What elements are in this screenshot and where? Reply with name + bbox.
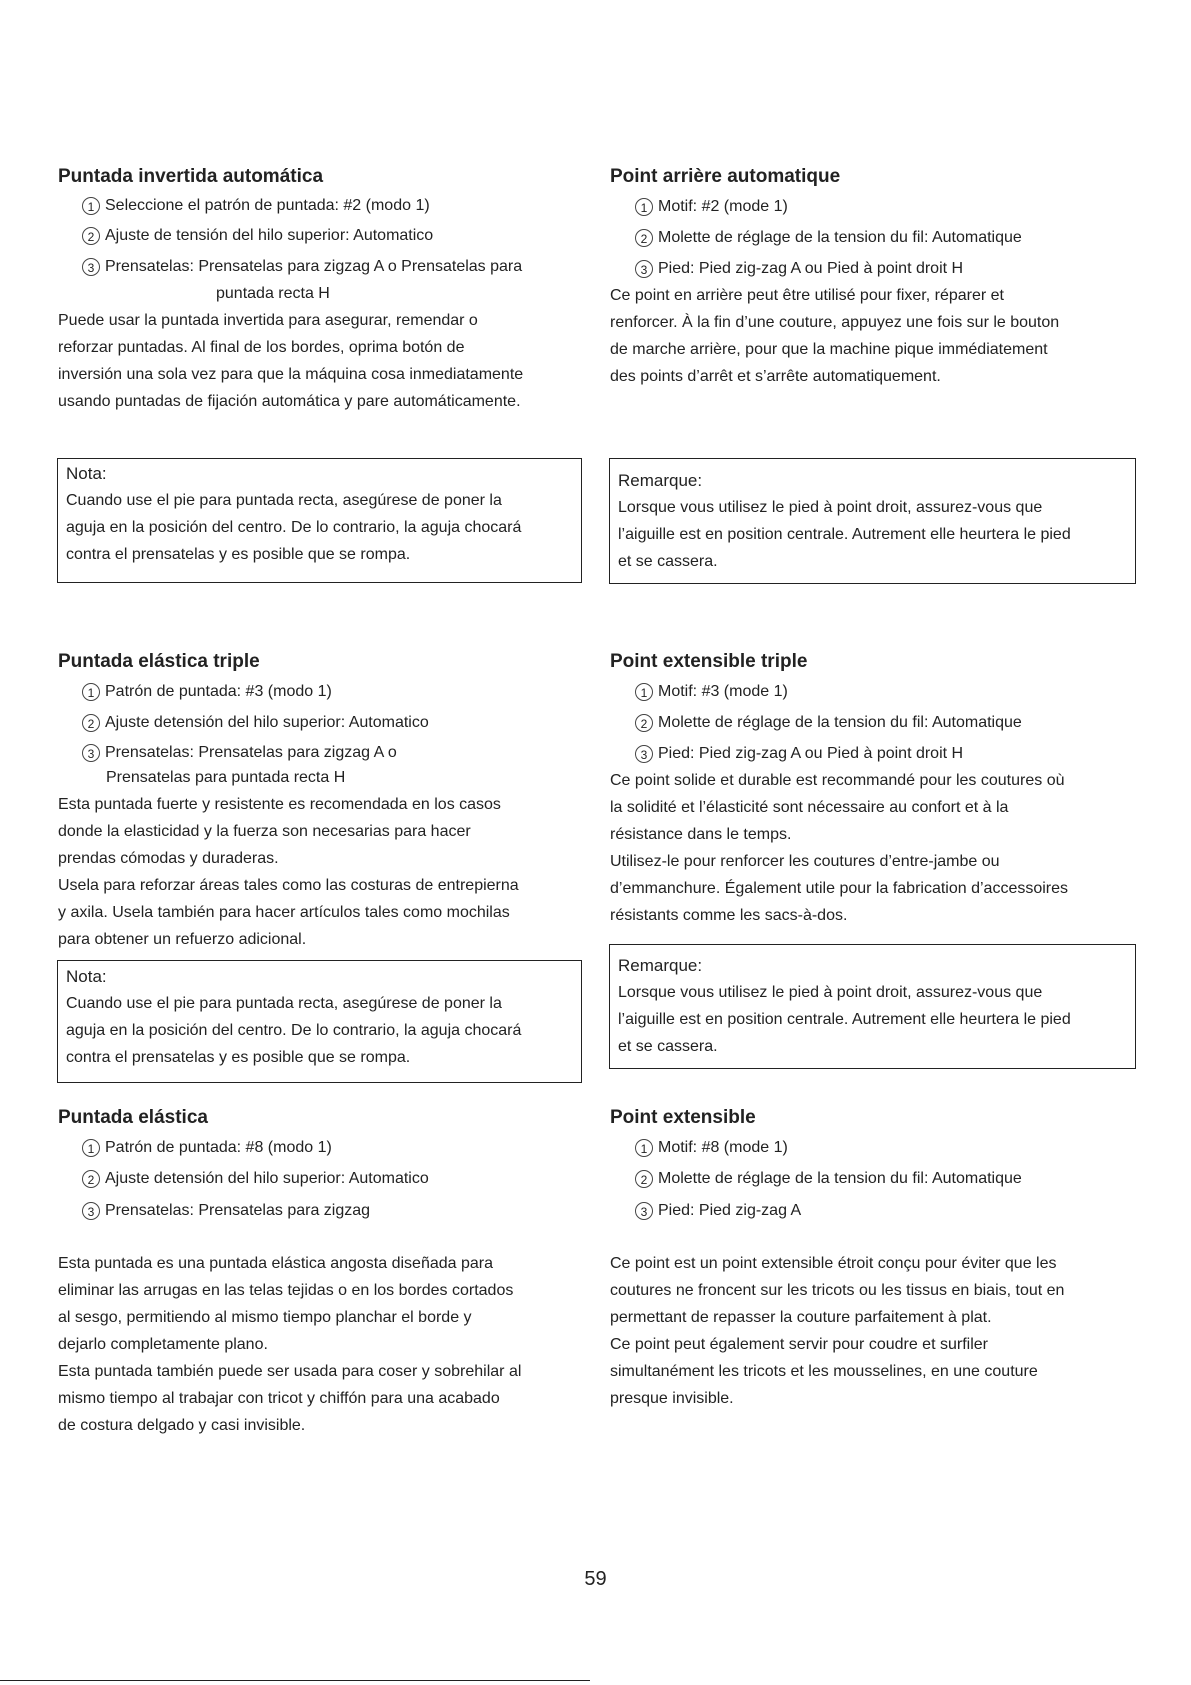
body-line: inversión una sola vez para que la máquina cosa inmediatamente (58, 366, 524, 383)
list-item: 3 Pied: Pied zig-zag A ou Pied à point droit H (635, 260, 963, 278)
body-line: dejarlo completamente plano. (58, 1336, 268, 1353)
body-line: d’emmanchure. Également utile pour la fabrication d’accessoires (610, 880, 1069, 897)
list-item: 3 Pied: Pied zig-zag A ou Pied à point droit H (635, 745, 963, 763)
body-line: eliminar las arrugas en las telas tejidas o en los bordes cortados (58, 1282, 514, 1299)
body-line: reforzar puntadas. Al final de los bordes, oprima botón de (58, 339, 465, 356)
body-line: permettant de repasser la couture parfaitement à plat. (610, 1309, 992, 1326)
body-line: la solidité et l’élasticité sont nécessaire au confort et à la (610, 799, 1009, 816)
list-item: 2 Molette de réglage de la tension du fil: Automatique (635, 714, 1022, 732)
section-title-es-1: Puntada invertida automática (58, 166, 324, 187)
circled-number: 1 (82, 683, 100, 701)
circled-number: 2 (635, 714, 653, 732)
list-item: 2 Ajuste detensión del hilo superior: Automatico (82, 714, 429, 732)
section-title-fr-2: Point extensible triple (610, 651, 808, 672)
list-item: 2 Molette de réglage de la tension du fil: Automatique (635, 1170, 1022, 1188)
body-line: résistants comme les sacs-à-dos. (610, 907, 848, 924)
list-item-continuation: puntada recta H (216, 285, 330, 302)
list-item: 3 Prensatelas: Prensatelas para zigzag A o (82, 744, 397, 762)
body-line: prendas cómodas y duraderas. (58, 850, 279, 867)
circled-number: 3 (635, 1202, 653, 1220)
circled-number: 3 (82, 1202, 100, 1220)
note-title: Remarque: (618, 471, 703, 490)
circled-number: 2 (82, 714, 100, 732)
note-line: l’aiguille est en position centrale. Autrement elle heurtera le pied (618, 1011, 1071, 1028)
body-line: donde la elasticidad y la fuerza son necesarias para hacer (58, 823, 471, 840)
body-line: Usela para reforzar áreas tales como las costuras de entrepierna (58, 877, 519, 894)
list-item: 3 Prensatelas: Prensatelas para zigzag A o Prensatelas para (82, 258, 522, 276)
section-title-es-2: Puntada elástica triple (58, 651, 260, 672)
circled-number: 3 (82, 744, 100, 762)
circled-number: 1 (635, 198, 653, 216)
note-title: Nota: (66, 967, 107, 986)
list-item: 1 Seleccione el patrón de puntada: #2 (modo 1) (82, 197, 430, 215)
circled-number: 2 (635, 1170, 653, 1188)
body-line: Puede usar la puntada invertida para asegurar, remendar o (58, 312, 478, 329)
body-line: renforcer. À la fin d’une couture, appuyez une fois sur le bouton (610, 314, 1060, 331)
note-line: Cuando use el pie para puntada recta, asegúrese de poner la (66, 995, 502, 1012)
circled-number: 2 (82, 227, 100, 245)
list-item: 2 Ajuste detensión del hilo superior: Automatico (82, 1170, 429, 1188)
list-item-continuation: Prensatelas para puntada recta H (106, 769, 346, 786)
circled-number: 2 (82, 1170, 100, 1188)
note-box (609, 944, 1136, 1069)
note-line: contra el prensatelas y es posible que se rompa. (66, 1049, 411, 1066)
note-box (57, 458, 582, 583)
body-line: mismo tiempo al trabajar con tricot y chiffón para una acabado (58, 1390, 500, 1407)
note-line: aguja en la posición del centro. De lo contrario, la aguja chocará (66, 1022, 522, 1039)
body-line: coutures ne froncent sur les tricots ou les tissus en biais, tout en (610, 1282, 1065, 1299)
body-line: Ce point est un point extensible étroit conçu pour éviter que les (610, 1255, 1057, 1272)
circled-number: 1 (82, 1139, 100, 1157)
body-line: al sesgo, permitiendo al mismo tiempo planchar el borde y (58, 1309, 472, 1326)
body-line: Ce point peut également servir pour coudre et surfiler (610, 1336, 988, 1353)
circled-number: 1 (635, 683, 653, 701)
section-title-fr-1: Point arrière automatique (610, 166, 841, 187)
list-item: 1 Motif: #3 (mode 1) (635, 683, 788, 701)
list-item: 1 Motif: #2 (mode 1) (635, 198, 788, 216)
body-line: presque invisible. (610, 1390, 734, 1407)
body-line: Esta puntada fuerte y resistente es recomendada en los casos (58, 796, 501, 813)
note-line: contra el prensatelas y es posible que se rompa. (66, 546, 411, 563)
note-line: Lorsque vous utilisez le pied à point droit, assurez-vous que (618, 499, 1043, 516)
note-line: et se cassera. (618, 1038, 718, 1055)
body-line: y axila. Usela también para hacer artículos tales como mochilas (58, 904, 510, 921)
bottom-rule (0, 1680, 590, 1681)
note-line: Cuando use el pie para puntada recta, asegúrese de poner la (66, 492, 502, 509)
body-line: para obtener un refuerzo adicional. (58, 931, 307, 948)
body-line: simultanément les tricots et les mousselines, en une couture (610, 1363, 1038, 1380)
list-item: 3 Prensatelas: Prensatelas para zigzag (82, 1202, 370, 1220)
list-item: 2 Molette de réglage de la tension du fil: Automatique (635, 229, 1022, 247)
circled-number: 3 (82, 258, 100, 276)
circled-number: 1 (82, 197, 100, 215)
body-line: résistance dans le temps. (610, 826, 792, 843)
note-title: Remarque: (618, 956, 703, 975)
list-item: 1 Motif: #8 (mode 1) (635, 1139, 788, 1157)
body-line: des points d’arrêt et s’arrête automatiquement. (610, 368, 941, 385)
note-line: aguja en la posición del centro. De lo contrario, la aguja chocará (66, 519, 522, 536)
note-line: Lorsque vous utilisez le pied à point droit, assurez-vous que (618, 984, 1043, 1001)
list-item: 3 Pied: Pied zig-zag A (635, 1202, 801, 1220)
body-line: Esta puntada es una puntada elástica angosta diseñada para (58, 1255, 493, 1272)
body-line: de marche arrière, pour que la machine pique immédiatement (610, 341, 1048, 358)
list-item: 1 Patrón de puntada: #8 (modo 1) (82, 1139, 332, 1157)
body-line: Esta puntada también puede ser usada para coser y sobrehilar al (58, 1363, 522, 1380)
note-box (609, 458, 1136, 584)
note-line: et se cassera. (618, 553, 718, 570)
page-number: 59 (584, 1568, 607, 1590)
list-item: 1 Patrón de puntada: #3 (modo 1) (82, 683, 332, 701)
circled-number: 1 (635, 1139, 653, 1157)
body-line: Ce point en arrière peut être utilisé pour fixer, réparer et (610, 287, 1004, 304)
section-title-es-3: Puntada elástica (58, 1107, 208, 1128)
note-box (57, 960, 582, 1083)
note-title: Nota: (66, 464, 107, 483)
section-title-fr-3: Point extensible (610, 1107, 756, 1128)
note-line: l’aiguille est en position centrale. Autrement elle heurtera le pied (618, 526, 1071, 543)
body-line: usando puntadas de fijación automática y pare automáticamente. (58, 393, 521, 410)
body-line: Ce point solide et durable est recommandé pour les coutures où (610, 772, 1065, 789)
body-line: Utilisez-le pour renforcer les coutures d’entre-jambe ou (610, 853, 1000, 870)
circled-number: 3 (635, 745, 653, 763)
list-item: 2 Ajuste de tensión del hilo superior: Automatico (82, 227, 433, 245)
body-line: de costura delgado y casi invisible. (58, 1417, 306, 1434)
circled-number: 2 (635, 229, 653, 247)
circled-number: 3 (635, 260, 653, 278)
